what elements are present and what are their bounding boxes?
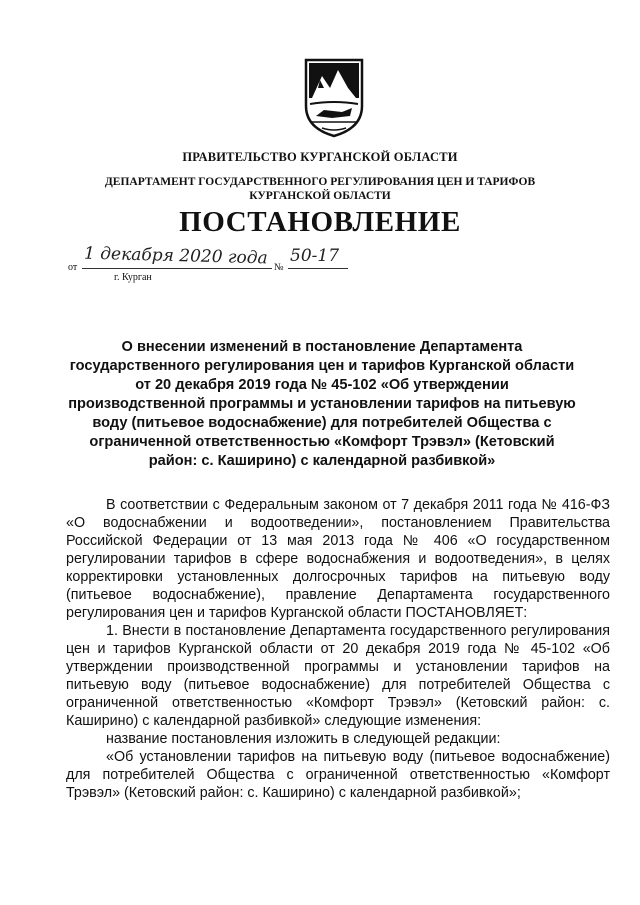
number-prefix: № <box>274 262 284 273</box>
document-subject: О внесении изменений в постановление Департамента государственного регулирования цен и тарифов Курганской области от 20 декабря 2019 года № 45-102 «Об утверждении производственной программы и установлении тарифов на питьевую воду (питьевое водоснабжение) для потребителей Общества с ограниченной ответственностью «Комфорт Трэвэл» (Кетовский район: с. Каширино) с календарной разбивкой» <box>68 339 576 469</box>
department-name-line1: ДЕПАРТАМЕНТ ГОСУДАРСТВЕННОГО РЕГУЛИРОВАНИЯ ЦЕН И ТАРИФОВ <box>104 176 536 188</box>
department-name-line2: КУРГАНСКОЙ ОБЛАСТИ <box>249 190 391 202</box>
body-paragraph-2: 1. Внести в постановление Департамента государственного регулирования цен и тарифов Курганской области от 20 декабря 2019 года № 45-102 «Об утверждении производственной программы и установлении тарифов на питьевую воду (питьевое водоснабжение) для потребителей Общества с ограниченной ответственностью «Комфорт Трэвэл» (Кетовский район: с. Каширино) с календарной разбивкой» следующие изменения: <box>66 623 610 729</box>
number-underline <box>288 268 348 269</box>
handwritten-number: 50-17 <box>290 246 340 266</box>
city-label: г. Курган <box>114 272 152 283</box>
date-underline <box>82 268 272 269</box>
body-paragraph-1: В соответствии с Федеральным законом от 7 декабря 2011 года № 416-ФЗ «О водоснабжении и водоотведении», постановлением Правительства Российской Федерации от 13 мая 2013 года № 406 «О государственном регулировании тарифов в сфере водоснабжения и водоотведения», в целях корректировки установленных долгосрочных тарифов на питьевую воду (питьевое водоснабжение), правление Департамента государственного регулирования цен и тарифов Курганской области ПОСТАНОВЛЯЕТ: <box>66 497 610 621</box>
body-paragraph-3: название постановления изложить в следующей редакции: <box>106 731 501 747</box>
department-name <box>0 175 640 203</box>
date-prefix: от <box>68 262 78 273</box>
body-paragraph-4: «Об установлении тарифов на питьевую воду (питьевое водоснабжение) для потребителей Общества с ограниченной ответственностью «Комфорт Трэвэл» (Кетовский район: с. Каширино) с календарной разбивкой»; <box>66 749 610 801</box>
coat-of-arms-emblem <box>302 58 366 138</box>
document-type-title: ПОСТАНОВЛЕНИЕ <box>179 206 461 238</box>
government-name: ПРАВИТЕЛЬСТВО КУРГАНСКОЙ ОБЛАСТИ <box>182 150 458 164</box>
document-body <box>66 496 610 802</box>
date-number-line <box>68 243 368 288</box>
handwritten-date: 1 декабря 2020 года <box>83 243 268 269</box>
